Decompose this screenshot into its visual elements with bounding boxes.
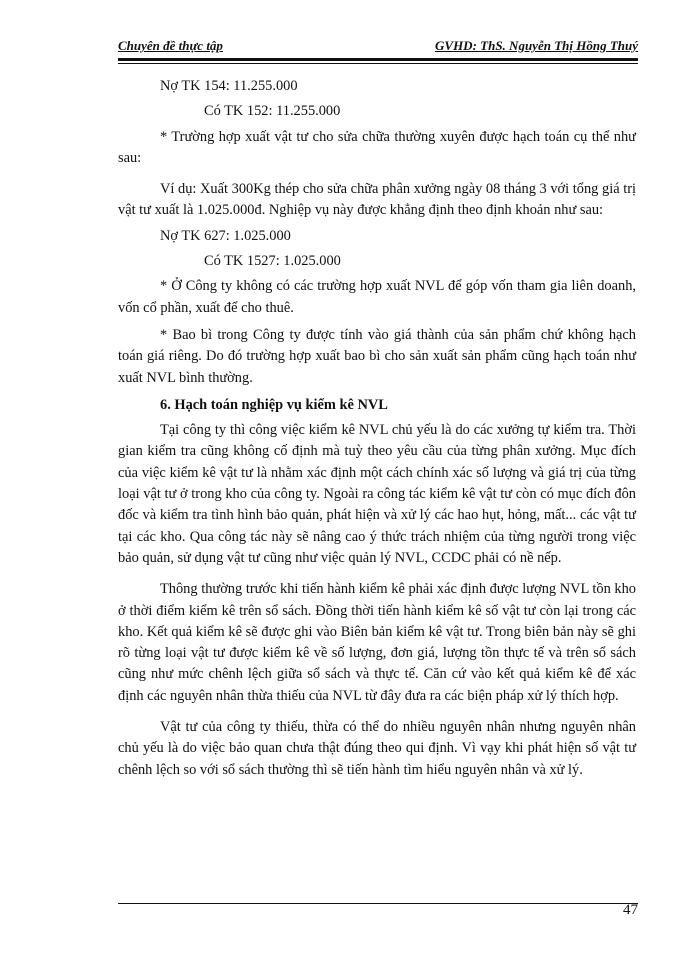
header-divider [118, 58, 638, 64]
section-heading: 6. Hạch toán nghiệp vụ kiểm kê NVL [160, 396, 388, 413]
journal-entry-credit: Có TK 1527: 1.025.000 [204, 253, 341, 270]
footer-divider [118, 903, 638, 904]
journal-entry-credit: Có TK 152: 11.255.000 [204, 103, 341, 120]
header-report-title: Chuyên đề thực tập [118, 38, 223, 53]
paragraph-example: Ví dụ: Xuất 300Kg thép cho sửa chữa phân xưởng ngày 08 tháng 3 với tổng giá trị vật tư xuất là 1.025.000đ. Nghiệp vụ này được khẳng định theo định khoản như sau: [118, 181, 636, 219]
journal-entry-debit: Nợ TK 627: 1.025.000 [160, 227, 291, 244]
page-header [118, 38, 638, 60]
header-supervisor: GVHD: ThS. Nguyễn Thị Hồng Thuý [435, 38, 638, 53]
page-number: 47 [623, 902, 638, 918]
paragraph-inventory-purpose: Tại công ty thì công việc kiểm kê NVL chủ yếu là do các xưởng tự kiểm tra. Thời gian kiểm tra cũng không cố định mà tuỳ theo yêu cầu của từng phân xưởng. Mục đích của việc kiểm kê vật tư là nhằm xác định một cách chính xác số lượng và giá trị của từng loại vật tư ở trong kho của công ty. Ngoài ra công tác kiểm kê vật tư còn có mục đích đôn đốc và kiểm tra tình hình bảo quản, phát hiện và xử lý các hao hụt, hỏng, mất... các vật tư tại các kho. Qua công tác này sẽ nâng cao ý thức trách nhiệm của từng người trong việc bảo quản, sử dụng vật tư cũng như việc quản lý NVL, CCDC phải có nề nếp. [118, 422, 636, 566]
journal-entry-debit: Nợ TK 154: 11.255.000 [160, 78, 298, 94]
paragraph-repair-case: * Trường hợp xuất vật tư cho sửa chữa thường xuyên được hạch toán cụ thể như sau: [118, 128, 636, 166]
paragraph-inventory-procedure: Thông thường trước khi tiến hành kiểm kê phải xác định được lượng NVL tồn kho ở thời điểm kiểm kê trên sổ sách. Đồng thời tiến hành kiểm kê số vật tư còn lại trong các kho. Kết quả kiểm kê sẽ được ghi vào Biên bản kiểm kê vật tư. Trong biên bản này sẽ ghi rõ từng loại vật tư được kiểm kê về số lượng, đơn giá, lượng tồn thực tế và trên sổ sách cũng như mức chênh lệch giữa sổ sách và thực tế. Căn cứ vào kết quả kiểm kê để xác định các nguyên nhân thừa thiếu của NVL từ đây đưa ra các biện pháp xử lý thích hợp. [118, 581, 636, 704]
paragraph-packaging: * Bao bì trong Công ty được tính vào giá thành của sản phẩm chứ không hạch toán giá riêng. Do đó trường hợp xuất bao bì cho sản xuất sản phẩm cũng hạch toán như xuất NVL bình thường. [118, 326, 636, 386]
page-body [118, 76, 636, 781]
paragraph-shortage-causes: Vật tư của công ty thiếu, thừa có thể do nhiều nguyên nhân nhưng nguyên nhân chủ yếu là do việc bảo quan chưa thật đúng theo qui định. Vì vạy khi phát hiện số vật tư chênh lệch so với sổ sách thường thì sẽ tiến hành tìm hiểu nguyên nhân và xử lý. [118, 719, 636, 778]
paragraph-no-capital-contribution: * Ở Công ty không có các trường hợp xuất NVL để góp vốn tham gia liên doanh, vốn cổ phần, xuất để cho thuê. [118, 278, 636, 316]
